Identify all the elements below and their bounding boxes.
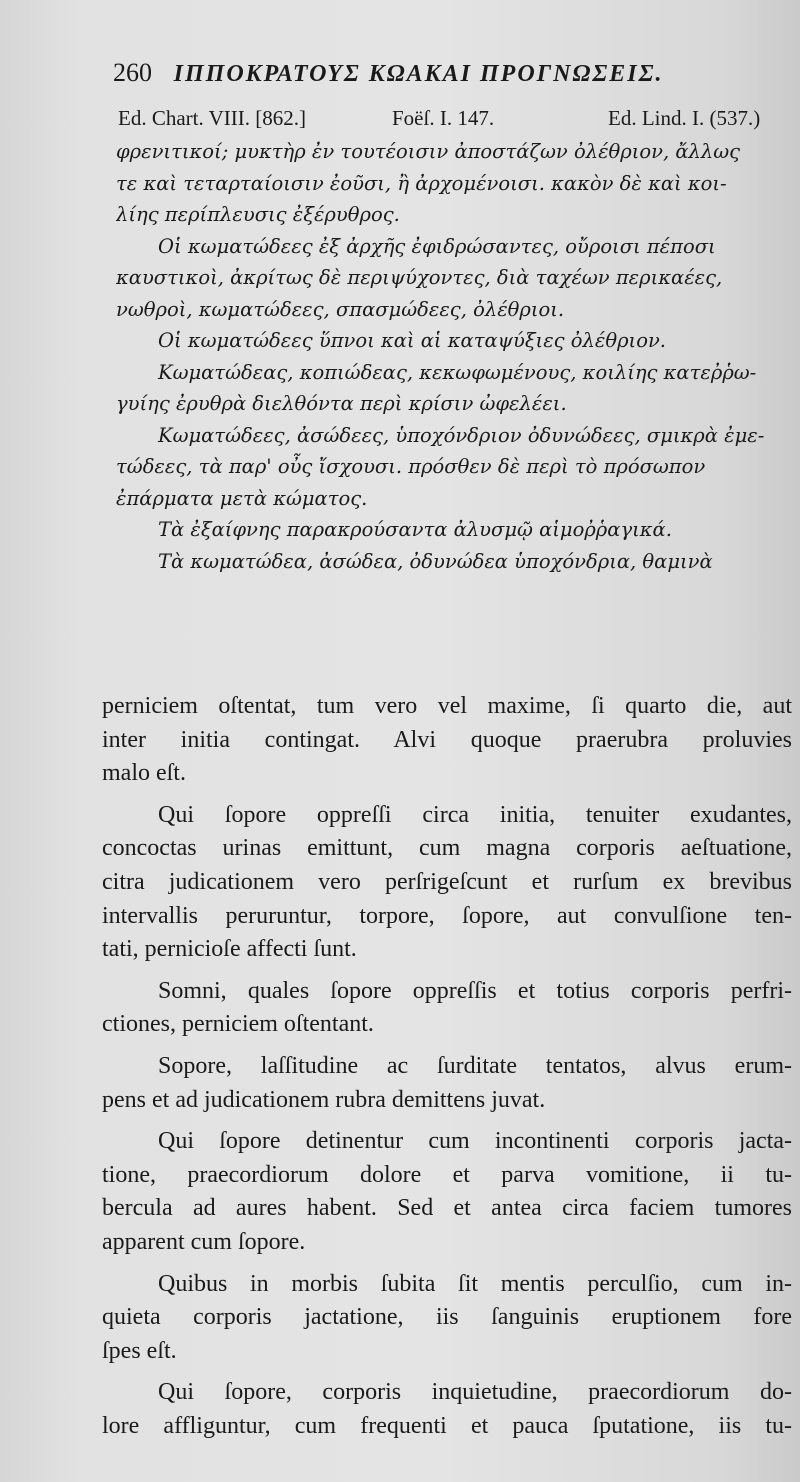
greek-line: καυστικοὶ, ἀκρίτως δὲ περιψύχοντες, διὰ ταχέων περικαέες, bbox=[116, 266, 723, 289]
latin-paragraph bbox=[102, 1376, 792, 1443]
latin-line: concoctas urinas emittunt, cum magna corporis aeſtuatione, bbox=[102, 835, 792, 862]
greek-line: Κωματώδεες, ἀσώδεες, ὑποχόνδριον ὀδυνώδεες, σμικρὰ ἐμε- bbox=[158, 423, 765, 447]
latin-line: tione, praecordiorum dolore et parva vomitione, ii tu- bbox=[102, 1161, 792, 1188]
latin-line: citra judicationem vero perſrigeſcunt et rurſum ex brevibus bbox=[102, 868, 792, 895]
greek-line: ἐπάρματα μετὰ κώματος. bbox=[116, 486, 368, 510]
edition-foes-ref: Foëſ. I. 147. bbox=[392, 106, 495, 130]
latin-line: Qui ſopore oppreſſi circa initia, tenuiter exudantes, bbox=[158, 801, 792, 828]
latin-line: ctiones, perniciem oſtentant. bbox=[102, 1011, 374, 1038]
greek-line: φρενιτικοί; μυκτὴρ ἐν τουτέοισιν ἀποστάζων ὀλέθριον, ἄλλως bbox=[116, 140, 741, 163]
latin-line: intervallis peruruntur, torpore, ſopore, aut convulſione ten- bbox=[102, 902, 792, 929]
latin-line: Qui ſopore detinentur cum incontinenti corporis jacta- bbox=[158, 1128, 792, 1155]
latin-line: lore affliguntur, cum frequenti et pauca ſputatione, iis tu- bbox=[102, 1412, 792, 1439]
latin-paragraph bbox=[102, 1050, 792, 1117]
latin-line: perniciem oſtentat, tum vero vel maxime, ſi quarto die, aut bbox=[102, 693, 792, 719]
latin-paragraph bbox=[102, 799, 792, 967]
latin-line: inter initia contingat. Alvi quoque praerubra proluvies bbox=[102, 726, 792, 753]
latin-line: Quibus in morbis ſubita ſit mentis perculſio, cum in- bbox=[158, 1270, 792, 1297]
latin-line: apparent cum ſopore. bbox=[102, 1228, 306, 1255]
greek-line: λίης περίπλευσις ἐξέρυθρος. bbox=[116, 203, 400, 226]
running-title: ΙΠΠΟΚΡΑΤΟΥΣ ΚΩΑΚΑΙ ΠΡΟΓΝΩΣΕΙΣ. bbox=[173, 61, 664, 87]
latin-line: quieta corporis jactatione, iis ſanguinis eruptionem fore bbox=[102, 1304, 792, 1331]
latin-line: Qui ſopore, corporis inquietudine, praecordiorum do- bbox=[158, 1379, 792, 1406]
edition-lind-ref: Ed. Lind. I. (537.) bbox=[608, 106, 761, 130]
greek-line: Κωματώδεας, κοπιώδεας, κεκωφωμένους, κοιλίης κατεῤῥω- bbox=[158, 360, 757, 384]
latin-line: Somni, quales ſopore oppreſſis et totius corporis perfri- bbox=[158, 977, 792, 1004]
page-header bbox=[113, 58, 773, 90]
greek-line: Τὰ ἐξαίφνης παρακρούσαντα ἀλυσμῷ αἱμοῤῥαγικά. bbox=[158, 518, 672, 541]
greek-line: γυίης ἐρυθρὰ διελθόντα περὶ κρίσιν ὠφελέει. bbox=[116, 392, 567, 415]
latin-line: malo eſt. bbox=[102, 760, 186, 787]
greek-line: τώδεες, τὰ παρ' οὖς ἴσχουσι. πρόσθεν δὲ περὶ τὸ πρόσωπον bbox=[116, 455, 706, 478]
latin-line: ſpes eſt. bbox=[102, 1337, 177, 1364]
greek-line: νωθροὶ, κωματώδεες, σπασμώδεες, ὀλέθριοι. bbox=[116, 297, 565, 321]
greek-line: Οἱ κωματώδεες ἐξ ἀρχῆς ἐφιδρώσαντες, οὔροισι πέποσι bbox=[158, 234, 716, 258]
edition-references bbox=[118, 106, 798, 134]
edition-chart-ref: Ed. Chart. VIII. [862.] bbox=[118, 106, 306, 130]
greek-line: Τὰ κωματώδεα, ἀσώδεα, ὀδυνώδεα ὑποχόνδρια, θαμινὰ bbox=[158, 549, 713, 573]
latin-paragraph bbox=[102, 1268, 792, 1369]
latin-line: Sopore, laſſitudine ac ſurditate tentatos, alvus erum- bbox=[158, 1052, 792, 1079]
greek-line: τε καὶ τεταρταίοισιν ἐοῦσι, ἢ ἀρχομένοισι. κακὸν δὲ καὶ κοι- bbox=[116, 171, 727, 195]
latin-line: tati, pernicioſe affecti ſunt. bbox=[102, 936, 357, 963]
greek-line: Οἱ κωματώδεες ὕπνοι καὶ αἱ καταψύξιες ὀλέθριον. bbox=[158, 329, 666, 352]
page-number: 260 bbox=[113, 58, 152, 87]
latin-line: bercula ad aures habent. Sed et antea circa faciem tumores bbox=[102, 1195, 792, 1222]
latin-line: pens et ad judicationem rubra demittens juvat. bbox=[102, 1086, 546, 1113]
greek-text bbox=[116, 136, 796, 577]
latin-translation bbox=[102, 690, 792, 1443]
latin-paragraph bbox=[102, 975, 792, 1042]
latin-paragraph bbox=[102, 1125, 792, 1259]
latin-paragraph bbox=[102, 690, 792, 791]
